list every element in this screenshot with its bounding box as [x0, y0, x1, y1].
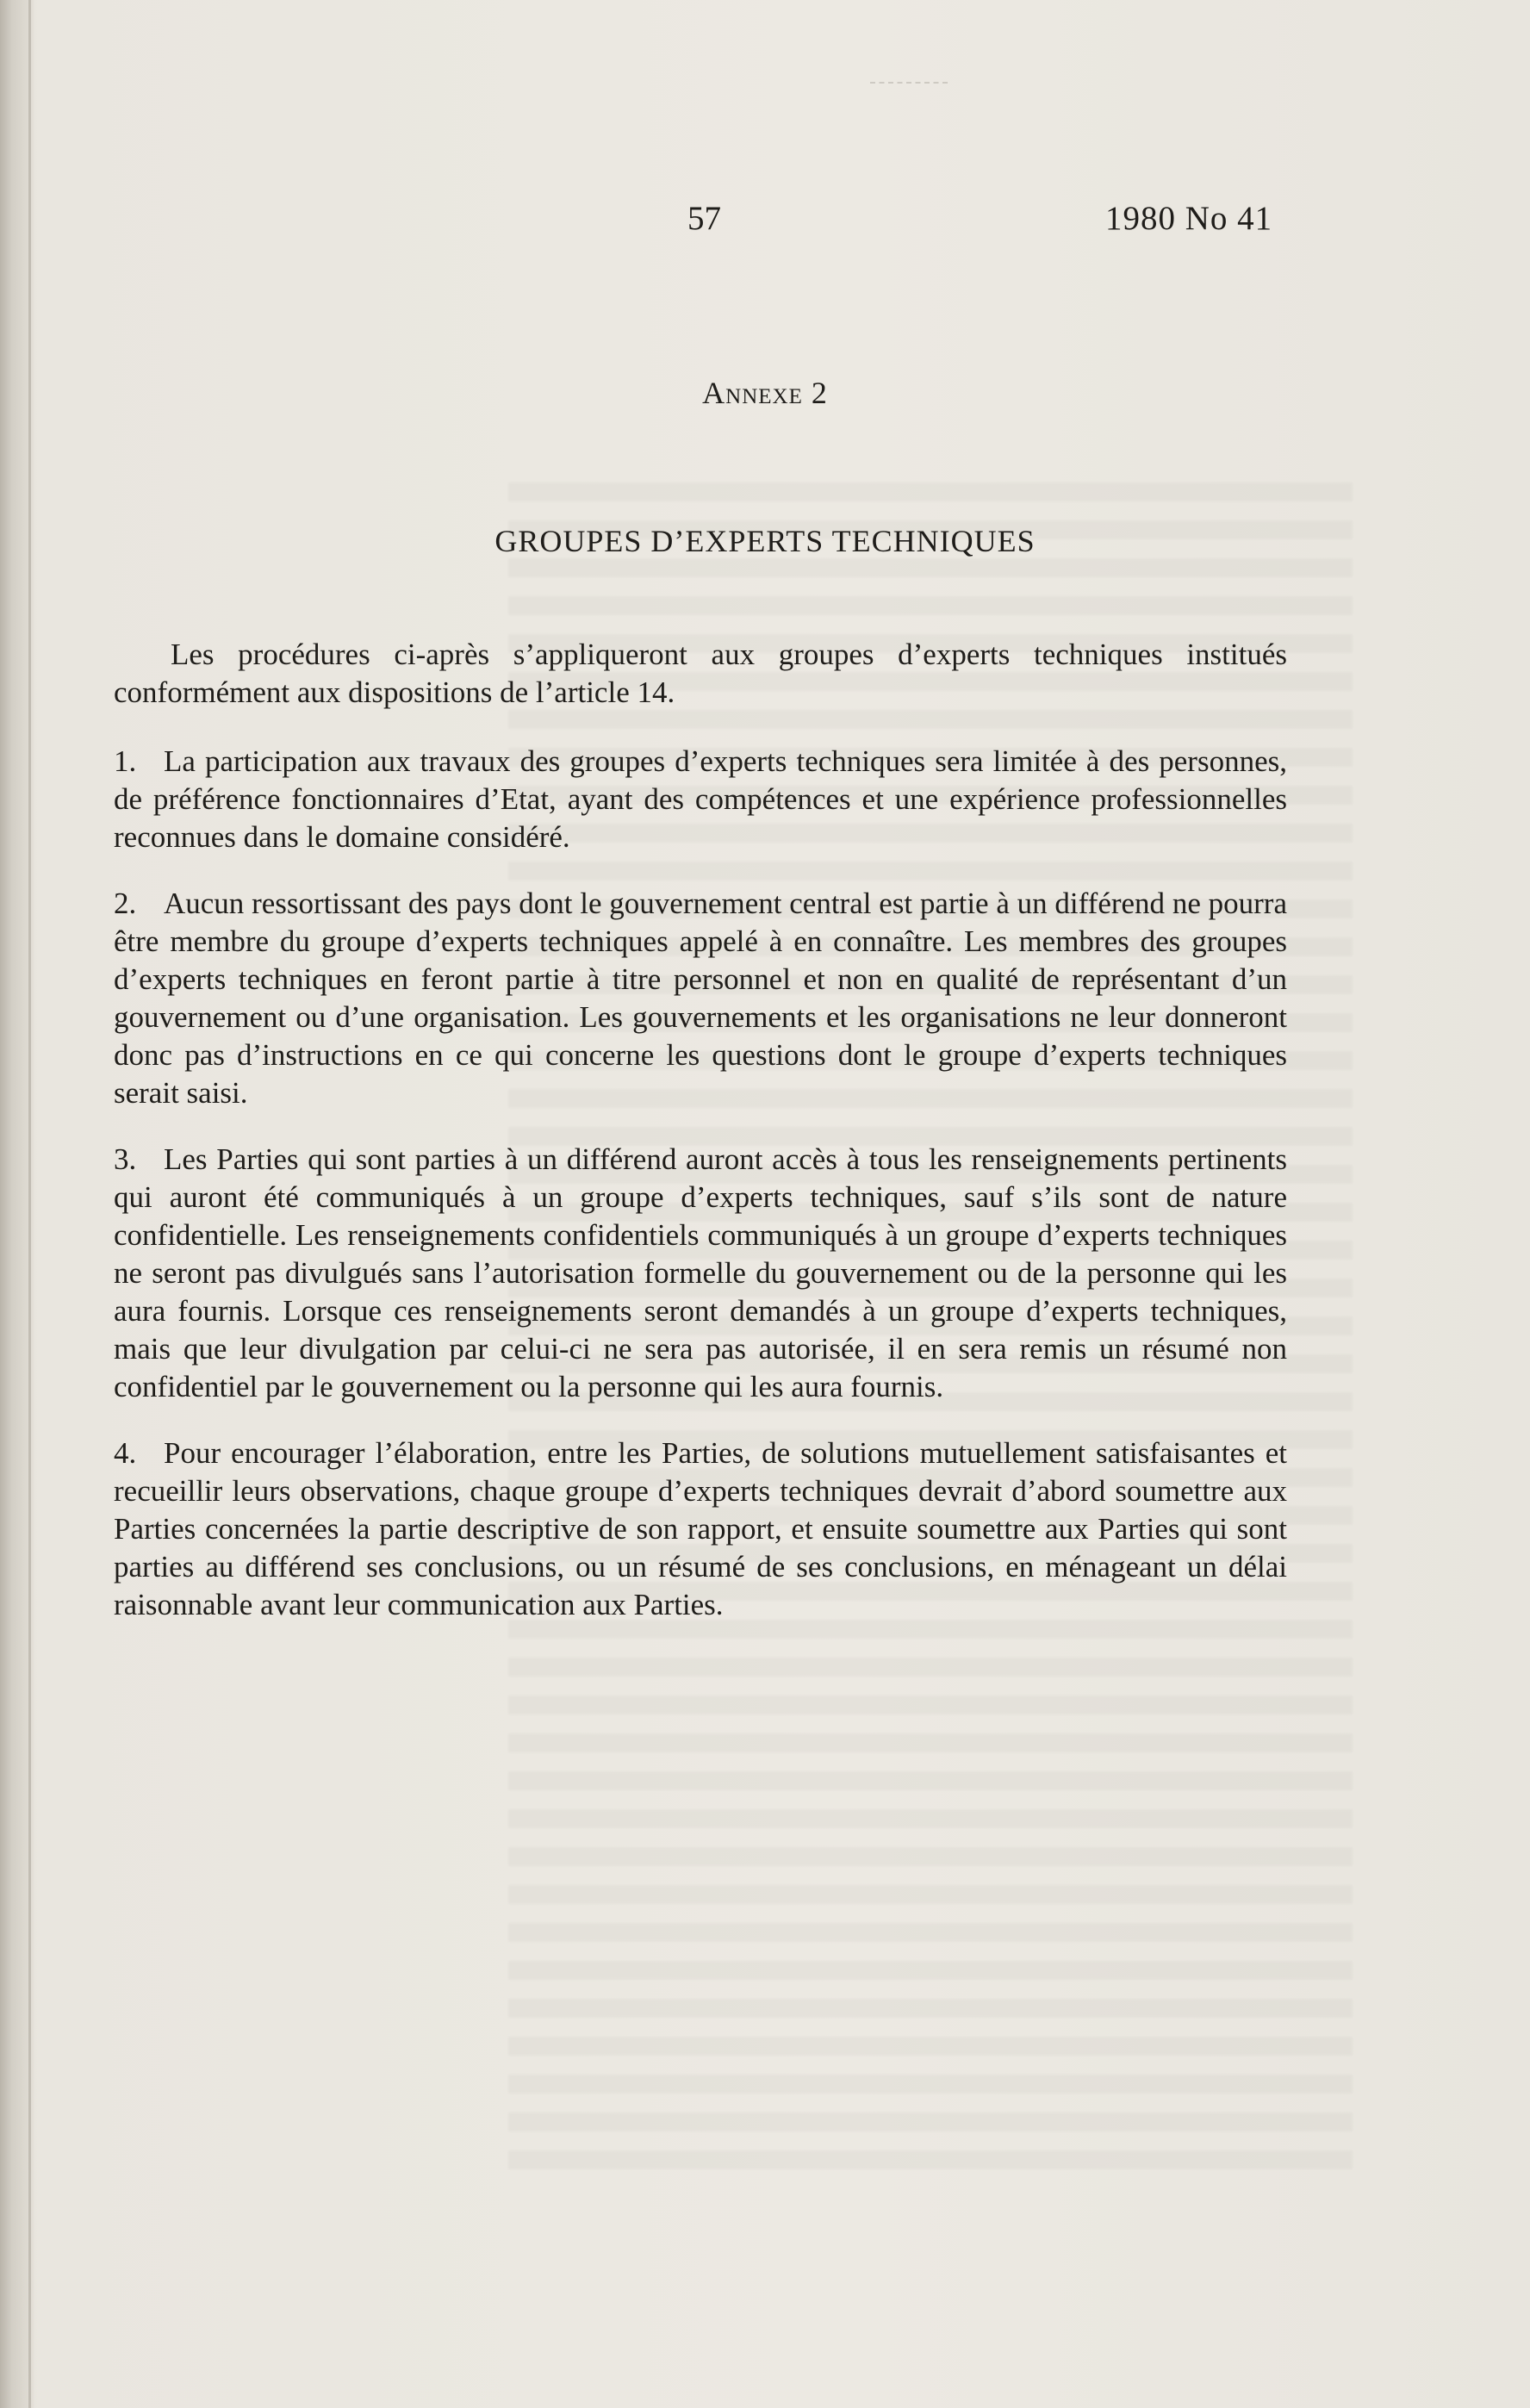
paragraph-text: La participation aux travaux des groupes d’experts techniques sera limitée à des personnes, de préférence fonctionnaires d’Etat, ayant des compétences et une expérience professionnelles reconnues dans le domaine considéré. [114, 744, 1287, 854]
paragraph-number: 4. [114, 1436, 137, 1470]
paragraph-text: Aucun ressortissant des pays dont le gouvernement central est partie à un différend ne pourra être membre du groupe d’experts techniques appelé à en connaître. Les membres des groupes d’experts techniques en feront partie à titre personnel et non en qualité de représentant d’un gouvernement ou d’une organisation. Les gouvernements et les organisations ne leur donneront donc pas d’instructions en ce qui concerne les questions dont le groupe d’experts techniques serait saisi. [114, 887, 1287, 1110]
page-number: 57 [687, 200, 721, 237]
annex-title: Annexe 2 [702, 376, 828, 410]
section-heading: GROUPES D’EXPERTS TECHNIQUES [494, 524, 1036, 558]
paragraph-1 [114, 743, 1287, 856]
scan-marks [870, 82, 948, 92]
paragraph-2 [114, 885, 1287, 1112]
paragraph-3 [114, 1141, 1287, 1406]
document-body [114, 636, 1287, 1652]
journal-reference: 1980 No 41 [1105, 200, 1273, 237]
paragraph-4 [114, 1434, 1287, 1624]
paragraph-number: 1. [114, 744, 137, 778]
paragraph-number: 2. [114, 887, 137, 920]
page-header [0, 196, 1530, 248]
paragraph-text: Les Parties qui sont parties à un différend auront accès à tous les renseignements pertinents qui auront été communiqués à un groupe d’experts techniques, sauf s’ils sont de nature confidentielle. Les renseignements confidentiels communiqués à un groupe d’experts techniques ne seront pas divulgués sans l’autorisation formelle du gouvernement ou de la personne qui les aura fournis. Lorsque ces renseignements seront demandés à un groupe d’experts techniques, mais que leur divulgation par celui-ci ne sera pas autorisée, il en sera remis un résumé non confidentiel par le gouvernement ou la personne qui les aura fournis. [114, 1142, 1287, 1403]
binding-fold-line [28, 0, 31, 2408]
intro-paragraph: Les procédures ci-après s’appliqueront aux groupes d’experts techniques institués conformément aux dispositions de l’article 14. [114, 638, 1287, 709]
paragraph-number: 3. [114, 1142, 137, 1176]
paragraph-text: Pour encourager l’élaboration, entre les Parties, de solutions mutuellement satisfaisantes et recueillir leurs observations, chaque groupe d’experts techniques devrait d’abord soumettre aux Parties concernées la partie descriptive de son rapport, et ensuite soumettre aux Parties qui sont parties au différend ses conclusions, ou un résumé de ses conclusions, en ménageant un délai raisonnable avant leur communication aux Parties. [114, 1436, 1287, 1621]
